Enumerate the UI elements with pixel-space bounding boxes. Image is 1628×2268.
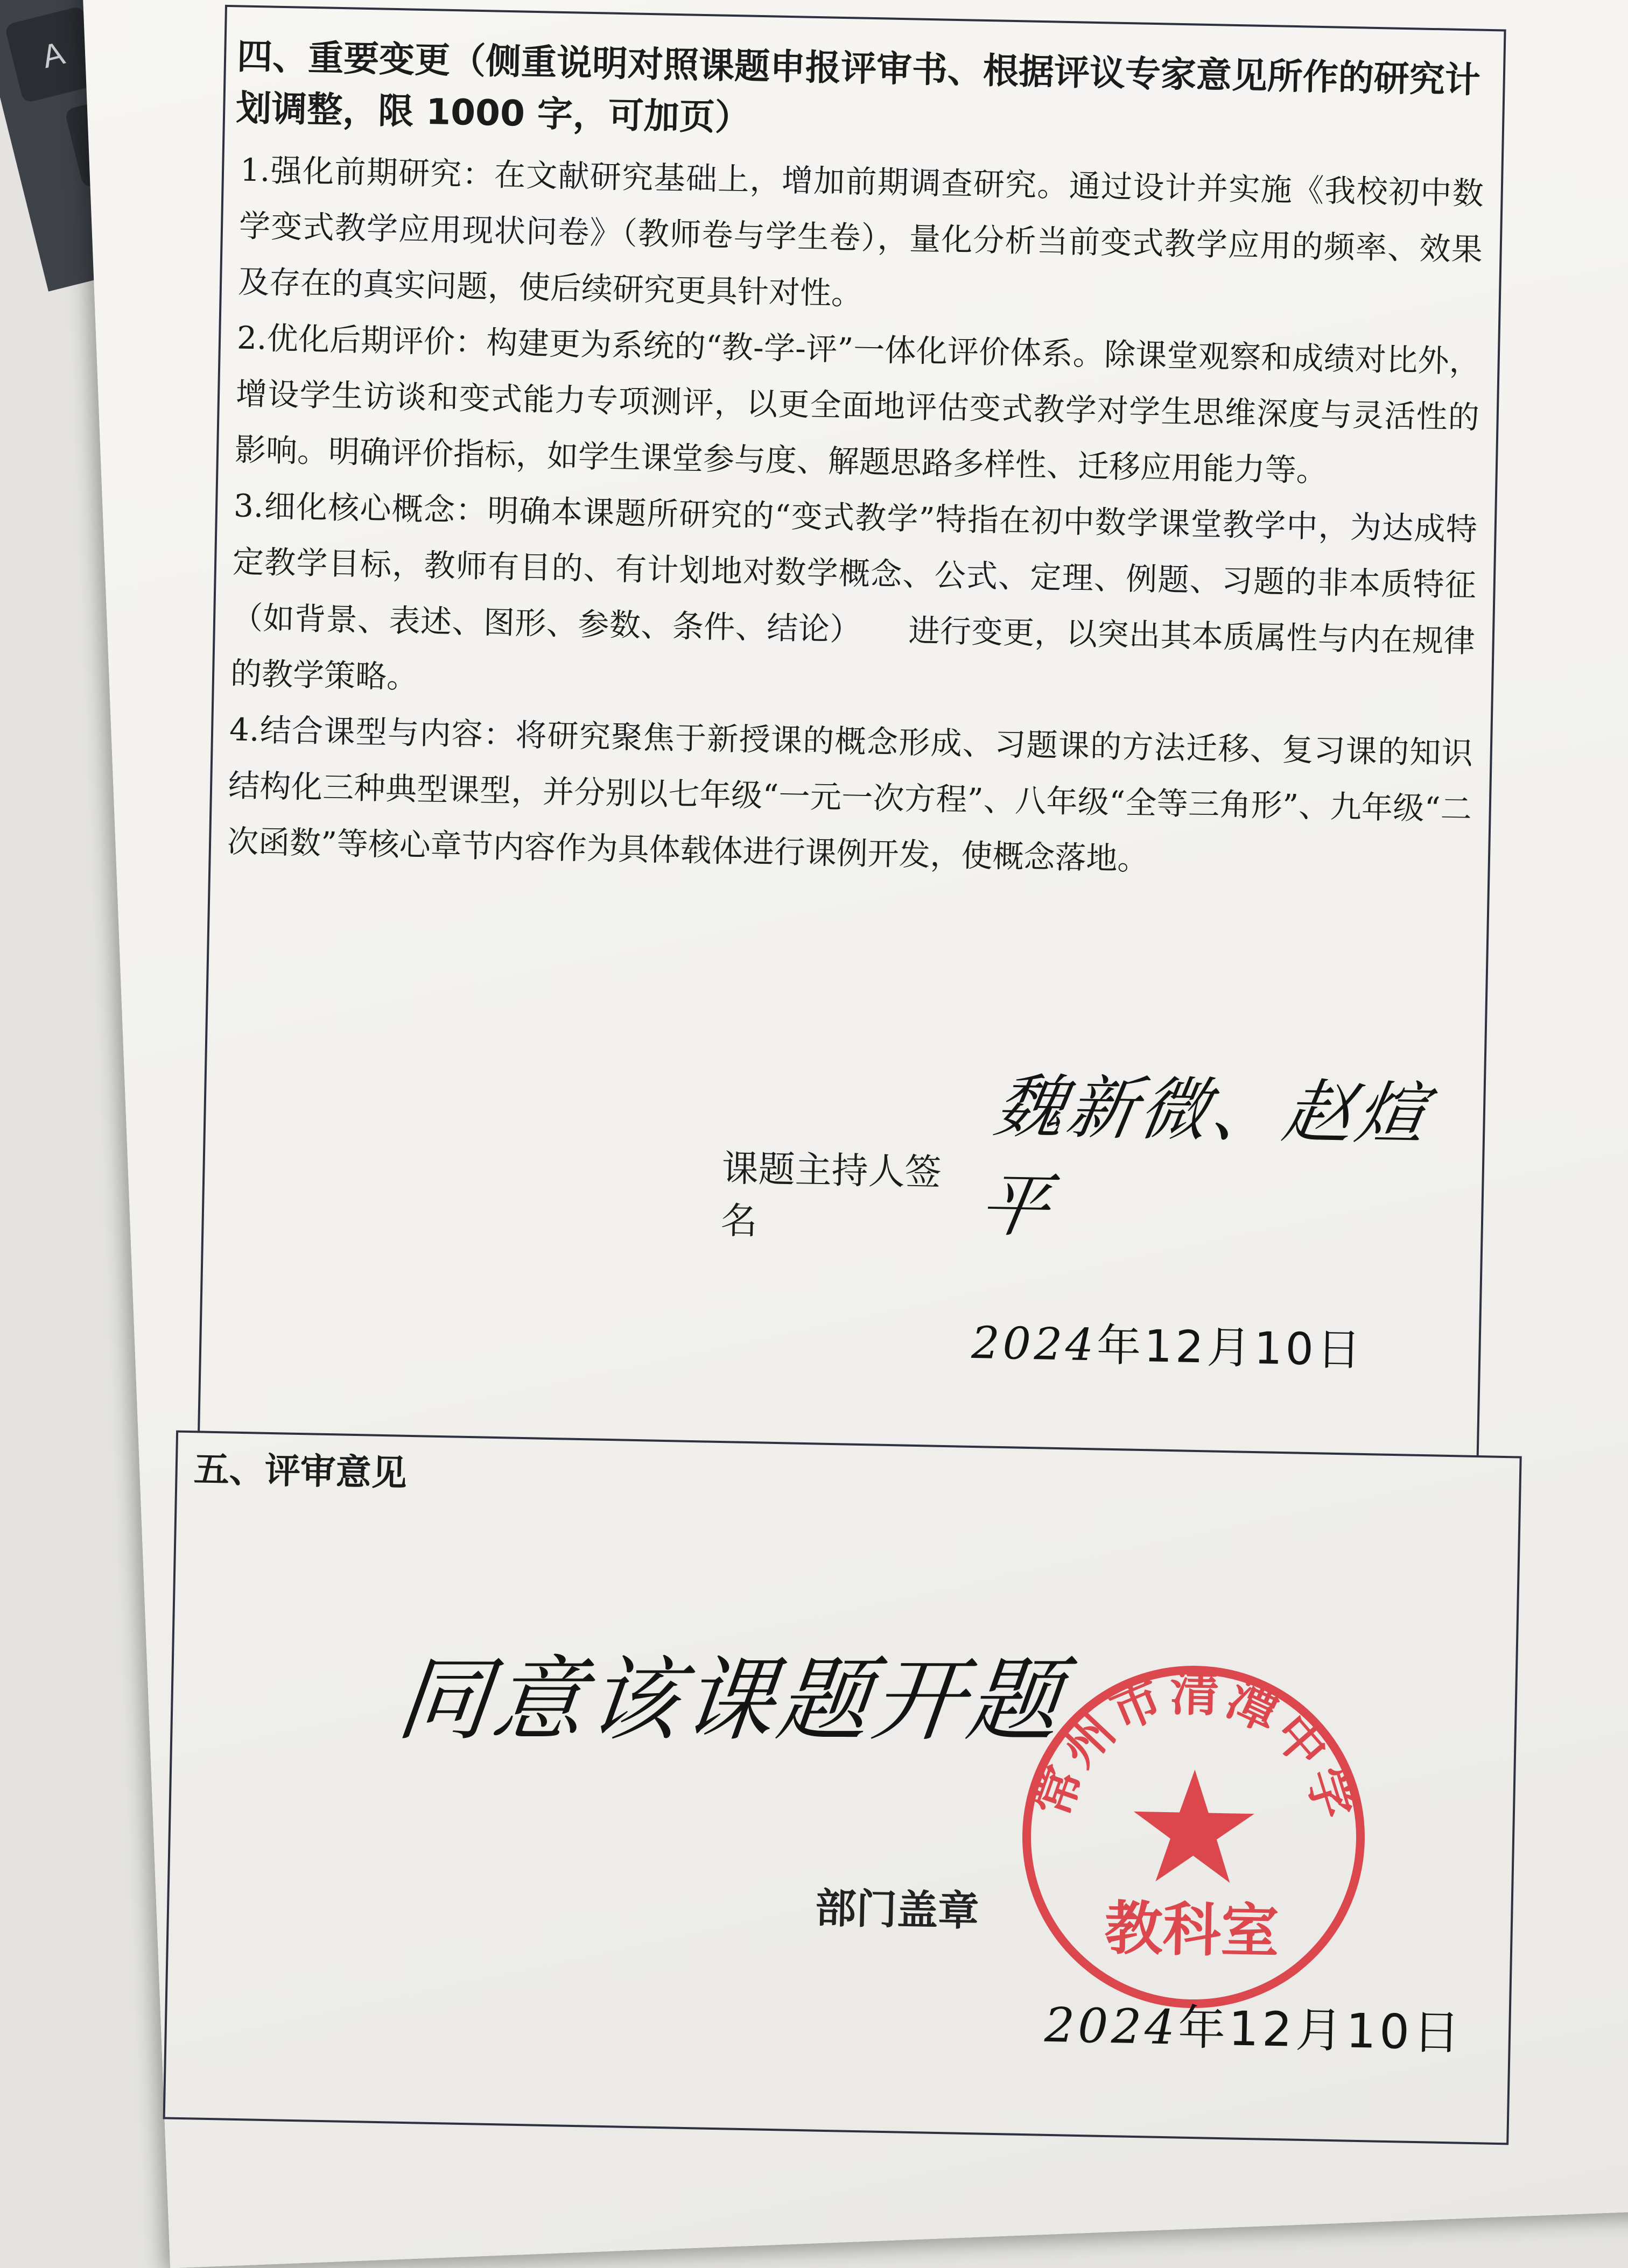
paragraph: 2.优化后期评价：构建更为系统的“教-学-评”一体化评价体系。除课堂观察和成绩对比外，增设学生访谈和变式能力专项测评，以更全面地评估变式教学对学生思维深度与灵活性的影响。明确评价指标，如学生课堂参与度、解题思路多样性、迁移应用能力等。 xyxy=(234,319,1481,489)
section-title: 五、评审意见 xyxy=(193,1448,408,1494)
paragraph: 4.结合课型与内容：将研究聚焦于新授课的概念形成、习题课的方法迁移、复习课的知识结构化三种典型课型，并分别以七年级“一元一次方程”、八年级“全等三角形”、九年级“二次函数”等核心章节内容作为具体载体进行课例开发，使概念落地。 xyxy=(227,711,1473,878)
section-title: 四、重要变更（侧重说明对照课题申报评审书、根据评议专家意见所作的研究计划调整，限 1000 字，可加页） xyxy=(235,36,1481,139)
date-year: 2024 xyxy=(1044,1997,1179,2055)
stamp-center-text: 教科室 xyxy=(1104,1894,1280,1966)
keyboard-key: A xyxy=(4,5,102,103)
section-important-changes xyxy=(198,5,1506,1455)
handwritten-signature: 魏新微、赵煊平 xyxy=(973,1066,1435,1247)
signature-row xyxy=(720,1066,1482,1258)
signature-label: 课题主持人签名 xyxy=(720,1147,942,1243)
date-rest: 年12月10日 xyxy=(1096,1320,1365,1376)
section-body xyxy=(227,142,1484,893)
section-review-opinion xyxy=(163,1431,1522,2145)
handwritten-comment: 同意该课题开题 xyxy=(392,1646,1069,1755)
review-date xyxy=(1044,1988,1464,2063)
department-stamp xyxy=(1013,1656,1375,2018)
signature-date xyxy=(971,1308,1365,1378)
paragraph: 3.细化核心概念：明确本课题所研究的“变式教学”特指在初中数学课堂教学中，为达成特定教学目标，教师有目的、有计划地对数学概念、公式、定理、例题、习题的非本质特征（如背景、表述、图形、参数、条件、结论） 进行变更，以突出其本质属性与内在规律的教学策略。 xyxy=(230,487,1478,695)
paragraph: 1.强化前期研究：在文献研究基础上，增加前期调查研究。通过设计并实施《我校初中数学变式教学应用现状问卷》（教师卷与学生卷），量化分析当前变式教学应用的频率、效果及存在的真实问题，使后续研究更具针对性。 xyxy=(237,151,1484,312)
dept-stamp-label: 部门盖章 xyxy=(815,1884,980,1935)
date-rest: 年12月10日 xyxy=(1177,1999,1464,2061)
date-year: 2024 xyxy=(971,1317,1098,1371)
stamp-star xyxy=(1132,1769,1255,1883)
stamp-ring-text: 常州市清潭中学 xyxy=(1022,1664,1366,1828)
